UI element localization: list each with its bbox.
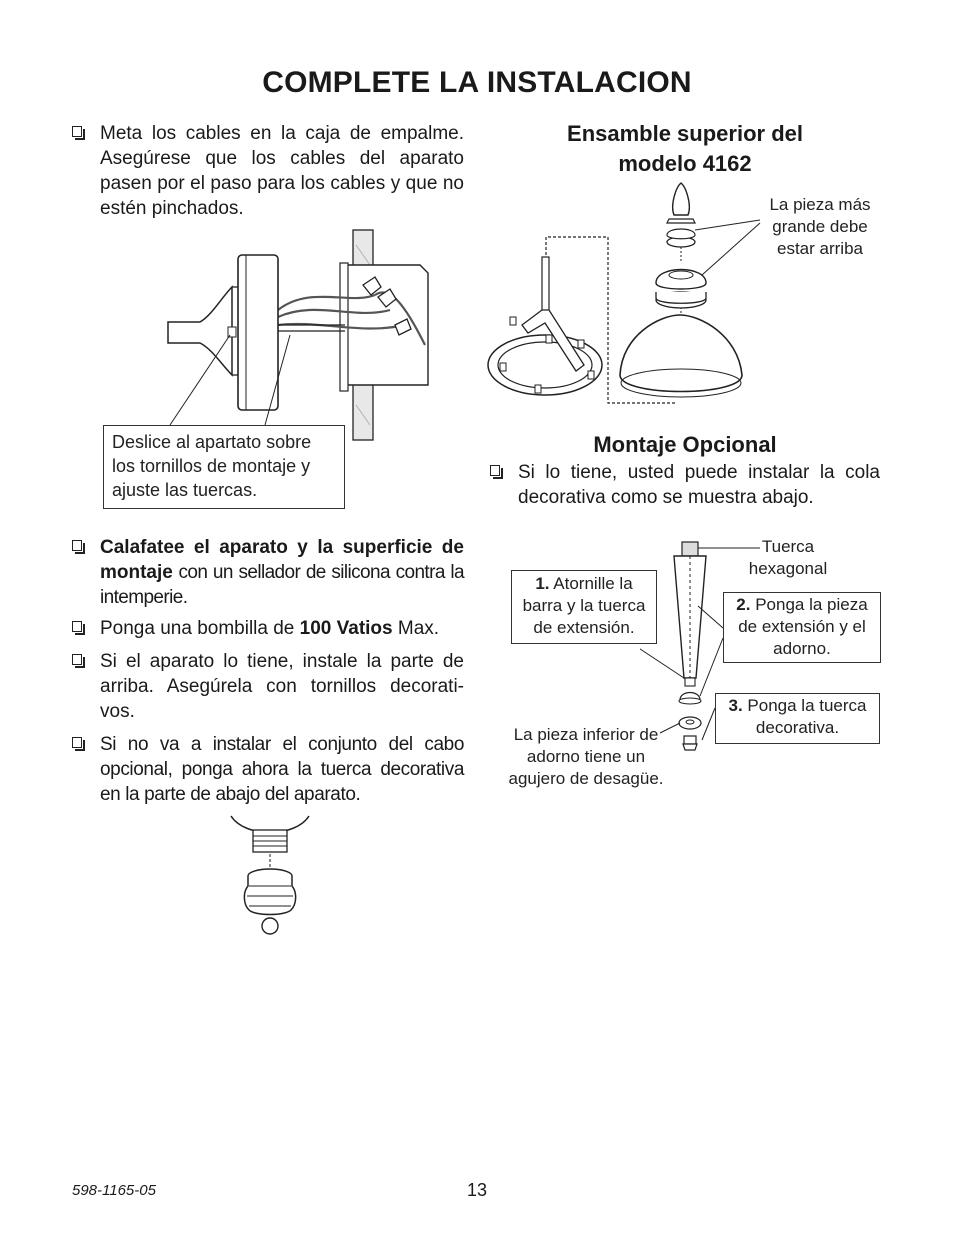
checkbox-bullet-icon — [72, 737, 82, 748]
list-item — [72, 649, 464, 724]
step1-text: Atornille la barra y la tuerca de extensión. — [522, 574, 646, 637]
optional-text: Si lo tiene, usted puede instalar la cola decorativa como se muestra abajo. — [518, 462, 880, 508]
checkbox-bullet-icon — [72, 540, 82, 551]
drain-hole-note: La pieza inferior de adorno tiene un agujero de desagüe. — [508, 725, 664, 788]
optional-heading: Montaje Opcional — [593, 432, 777, 457]
step1-number: 1. — [535, 574, 550, 593]
step2-text: Ponga la pieza de extensión y el adorno. — [738, 595, 868, 658]
checkbox-bullet-icon — [72, 126, 82, 137]
step2-callout — [723, 592, 881, 663]
step3-number: 3. — [728, 696, 743, 715]
step3-text: Ponga la tuerca decorativa. — [742, 696, 867, 737]
top-assembly-illustration — [480, 175, 770, 410]
top-part-text: Si el aparato lo tiene, instale la parte de arriba. Asegúrela con tornillos decorati-vos. — [100, 651, 464, 722]
checkbox-bullet-icon — [72, 654, 82, 665]
list-item — [72, 732, 464, 807]
checkbox-bullet-icon — [490, 465, 500, 476]
checkbox-bullet-icon — [72, 621, 82, 632]
assembly-heading-line1: Ensamble superior del — [567, 121, 803, 146]
slide-fixture-callout — [103, 425, 345, 509]
step2-number: 2. — [736, 595, 751, 614]
largest-piece-note: La pieza más grande debe estar arriba — [769, 195, 871, 258]
bulb-suffix-text: Max. — [392, 618, 440, 639]
no-stem-text: Si no va a instalar el conjunto del cabo opcional, ponga ahora la tuerca decorativa en la parte de abajo del aparato. — [100, 734, 464, 805]
bulb-wattage-text: 100 Vatios — [299, 618, 393, 639]
list-item — [490, 460, 880, 510]
doc-number: 598-1165-05 — [72, 1182, 156, 1199]
optional-list — [490, 460, 880, 510]
step-junction-box-text: Meta los cables en la caja de empalme. Asegúrese que los cables del aparato pasen por el paso para los cables y que no estén pinchados. — [100, 123, 464, 219]
decorative-nut-illustration — [225, 812, 315, 942]
fixture-mounting-illustration — [150, 225, 450, 445]
list-item — [72, 535, 464, 610]
assembly-heading — [520, 119, 850, 179]
caulk-rest-text: con un sellador de silicona contra la intemperie. — [100, 562, 464, 608]
step1-callout — [511, 570, 657, 644]
caulk-bold-text: Calafatee el aparato y la superficie de montaje — [100, 537, 464, 583]
step3-callout — [715, 693, 880, 744]
list-item — [72, 121, 464, 221]
hex-nut-label: Tuerca hexagonal — [748, 537, 828, 578]
list-item — [72, 616, 464, 641]
bulb-prefix-text: Ponga una bombilla de — [100, 618, 300, 639]
assembly-heading-line2: modelo 4162 — [618, 151, 752, 176]
page-number: 13 — [466, 1180, 488, 1200]
page-title: COMPLETE LA INSTALACION — [262, 66, 692, 99]
instruction-list-top — [72, 121, 464, 221]
instruction-list-bottom — [72, 535, 464, 807]
slide-fixture-text: Deslice al apartato sobre los tornillos de montaje y ajuste las tuercas. — [112, 432, 312, 500]
